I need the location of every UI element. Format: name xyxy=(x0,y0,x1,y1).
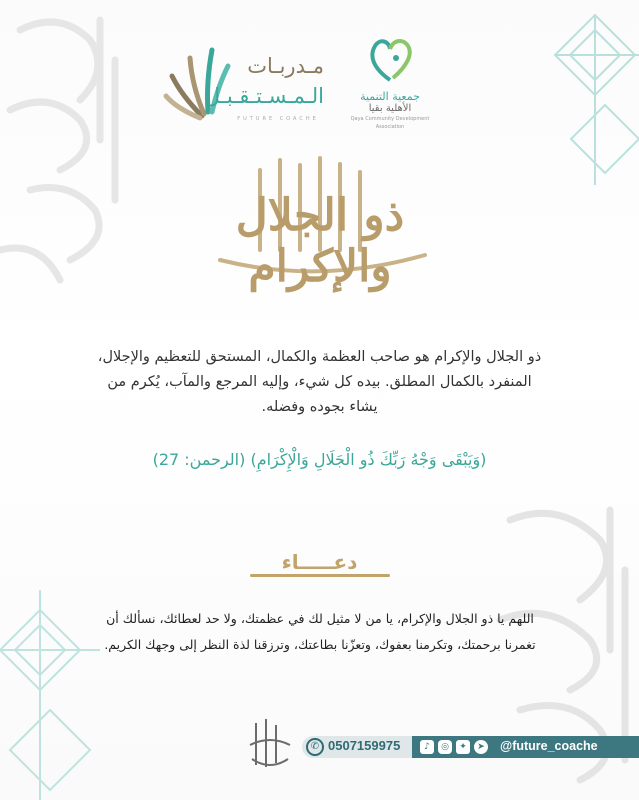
social-handle[interactable]: @future_coache xyxy=(500,739,598,753)
whatsapp-icon[interactable]: ✆ xyxy=(306,738,324,756)
bottom-left-geometric-ornament xyxy=(0,590,110,800)
top-left-calligraphy-ornament xyxy=(0,0,140,310)
association-logo xyxy=(350,32,430,132)
dua-heading-text: دعـــــاء xyxy=(281,550,358,574)
dua-heading-underline xyxy=(250,574,390,577)
coaches-subtitle: FUTURE COACHE xyxy=(237,116,319,122)
phone-number[interactable]: 0507159975 xyxy=(328,738,401,753)
twitter-icon[interactable]: ✦ xyxy=(456,740,470,754)
title-calligraphy xyxy=(200,150,440,295)
telegram-icon[interactable]: ➤ xyxy=(474,740,488,754)
coaches-name-line2: الـمـسـتـقـبـل xyxy=(204,84,324,108)
top-right-geometric-ornament xyxy=(535,5,639,195)
description-text: ذو الجلال والإكرام هو صاحب العظمة والكمال، المستحق للتعظيم والإجلال، المنفرد بالكمال المطلق. بيده كل شيء، وإليه المرجع والمآب، يُكرم من يشاء بجوده وفضله. xyxy=(97,349,542,415)
heart-leaf-logo-icon xyxy=(363,32,417,86)
association-subtitle: Qaya Community Development Association xyxy=(350,116,430,130)
instagram-icon[interactable]: ◎ xyxy=(438,740,452,754)
contact-bar xyxy=(302,736,639,758)
association-name-line1: جمعية التنمية xyxy=(360,90,420,103)
association-name-line2: الأهلية بقيا xyxy=(368,103,412,114)
quran-verse: (وَيَبْقَى وَجْهُ رَبِّكَ ذُو الْجَلَالِ وَالْإِكْرَامِ) (الرحمن: 27) xyxy=(152,450,487,469)
dua-text: اللهم يا ذو الجلال والإكرام، يا من لا مثيل لك في عظمتك، ولا حد لعطائك، نسألك أن تغمرنا برحمتك، وتكرمنا بعفوك، وتعزّنا بطاعتك، وترزقنا لذة النظر إلى وجهك الكريم. xyxy=(104,611,536,652)
social-bar xyxy=(412,736,639,758)
tiktok-icon[interactable]: ♪ xyxy=(420,740,434,754)
fan-leaves-logo-icon xyxy=(162,36,232,122)
coaches-name-line1: مـدربـات xyxy=(247,54,324,78)
signature-calligraphy-icon xyxy=(246,715,294,775)
title-text: ذو الجلال والإكرام xyxy=(235,190,405,292)
future-coaches-logo xyxy=(162,36,332,126)
